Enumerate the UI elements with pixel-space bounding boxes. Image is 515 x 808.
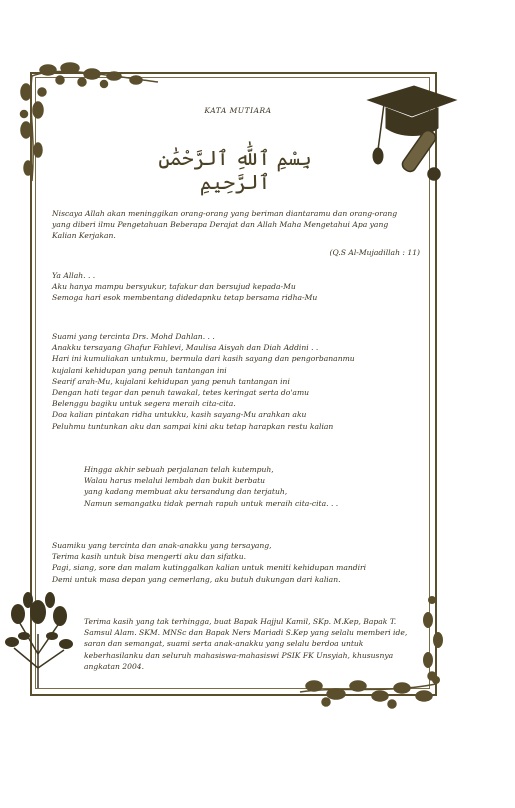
acknowledgement-block — [84, 616, 418, 672]
poem-line: yang kadang membuat aku tersandung dan terjatuh, — [84, 487, 288, 497]
graduation-cap-icon — [364, 78, 464, 188]
family-line: Searif arah-Mu, kujalani kehidupan yang penuh tantangan ini — [52, 376, 290, 386]
prayer-block — [52, 270, 382, 304]
children-line: Suamiku yang tercinta dan anak-anakku yang tersayang, — [52, 541, 272, 550]
prayer-line: Ya Allah. . . — [52, 271, 96, 280]
vine-ornament-bottom-right — [296, 666, 446, 714]
quote-block — [52, 208, 422, 242]
family-line: kujalani kehidupan yang penuh tantangan ini — [52, 365, 227, 375]
quote-line: Niscaya Allah akan meninggikan orang-orang yang beriman diantaramu dan orang-orang — [52, 209, 398, 218]
children-line: Terima kasih untuk bisa mengerti aku dan sifatku. — [52, 552, 247, 562]
children-dedication-block — [52, 540, 422, 585]
children-line: Demi untuk masa depan yang cemerlang, aku butuh dukungan dari kalian. — [52, 574, 341, 584]
vine-ornament-right — [418, 190, 448, 690]
flower-bouquet-icon — [4, 584, 74, 694]
family-line: Dengan hati tegar dan penuh tawakal, tetes keringat serta do'amu — [52, 388, 310, 398]
prayer-line: Semoga hari esok membentang didedapnku tetap bersama ridha-Mu — [52, 293, 318, 303]
children-line: Pagi, siang, sore dan malam kutinggalkan kalian untuk meniti kehidupan mandiri — [52, 563, 367, 573]
poem-block — [84, 464, 384, 509]
family-dedication-block — [52, 331, 422, 432]
family-line: Belenggu bagiku untuk segera meraih cita-cita. — [52, 399, 236, 409]
vine-ornament-top-left — [18, 56, 168, 186]
poem-line: Namun semangatku tidak pernah rapuh untuk meraih cita-cita. . . — [84, 498, 339, 508]
quote-line: yang diberi ilmu Pengetahuan Beberapa Derajat dan Allah Maha Mengetahui Apa yang — [52, 220, 389, 230]
basmala-calligraphy: بِسْمِ ٱللَّٰهِ ٱلرَّحْمَٰنِ ٱلرَّحِيمِ — [158, 146, 312, 194]
quote-citation: (Q.S Al-Mujadillah : 11) — [329, 248, 420, 257]
family-line: Peluhmu tuntunkan aku dan sampai kini aku tetap harapkan restu kalian — [52, 421, 334, 431]
poem-line: Walau harus melalui lembah dan bukit berbatu — [84, 476, 266, 486]
poem-line: Hingga akhir sebuah perjalanan telah kutempuh, — [84, 465, 274, 474]
family-line: Doa kalian pintakan ridha untukku, kasih sayang-Mu arahkan aku — [52, 410, 307, 420]
acknowledgement-text: Terima kasih yang tak terhingga, buat Bapak Hajjul Kamil, SKp. M.Kep, Bapak T. Samsul Alam. SKM. MNSc dan Bapak Ners Mariadi S.Kep yang selalu memberi ide, saran dan semangat, suami serta anak-anakku yang selalu berdoa untuk keberhasilanku dan seluruh mahasiswa-mahasiswi PSIK FK Unsyiah, khususnya angkatan 2004. — [84, 617, 408, 671]
page-title: KATA MUTIARA — [204, 106, 272, 115]
family-line: Suami yang tercinta Drs. Mohd Dahlan. . . — [52, 332, 215, 341]
family-line: Hari ini kumuliakan untukmu, bermula dari kasih sayang dan pengorbananmu — [52, 354, 355, 364]
quote-line: Kalian Kerjakan. — [52, 231, 116, 241]
prayer-line: Aku hanya mampu bersyukur, tafakur dan bersujud kepada-Mu — [52, 282, 296, 292]
family-line: Anakku tersayang Ghafur Fahlevi, Maulisa Aisyah dan Diah Addini . . — [52, 343, 319, 353]
